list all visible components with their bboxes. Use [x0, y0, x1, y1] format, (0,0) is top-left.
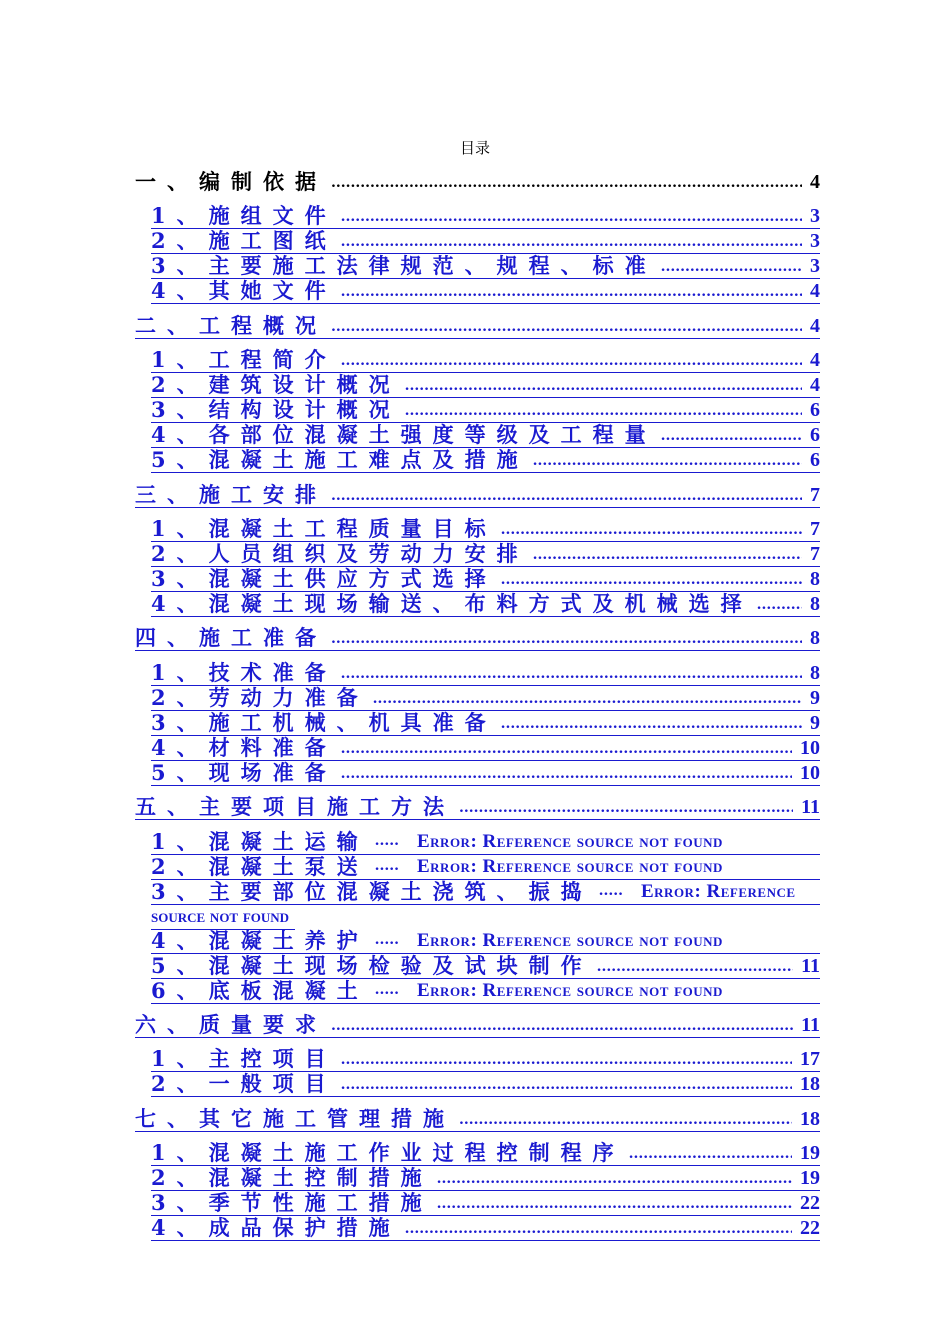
toc-entry: [135, 170, 820, 194]
toc-entry[interactable]: [151, 954, 820, 979]
toc-entry[interactable]: [151, 1141, 820, 1166]
toc-page-number: 9: [810, 712, 820, 734]
toc-leader-dots: [501, 517, 802, 541]
toc-leader-dots: [331, 483, 802, 507]
toc-leader-dots: [341, 761, 792, 785]
toc-leader-dots: [341, 204, 802, 228]
toc-leader-dots: [341, 1072, 792, 1096]
toc-entry-label: 6、底板混凝土: [151, 978, 369, 1003]
toc-entry-label: 1、主控项目: [151, 1046, 337, 1071]
toc-entry-label: 3、结构设计概况: [151, 397, 401, 422]
toc-leader-dots: [661, 254, 802, 278]
toc-entry-label: 三、施工安排: [135, 482, 327, 507]
toc-entry[interactable]: [151, 398, 820, 423]
toc-entry[interactable]: [151, 1166, 820, 1191]
toc-entry[interactable]: [151, 761, 820, 786]
toc-leader-dots: [757, 592, 802, 616]
toc-entry-label: 七、其它施工管理措施: [135, 1106, 455, 1131]
toc-entry[interactable]: [135, 1013, 820, 1038]
toc-entry-label: 1、混凝土施工作业过程控制程序: [151, 1140, 625, 1165]
toc-page-number: 6: [810, 424, 820, 446]
toc-error-text: Error: Reference source not found: [417, 980, 723, 1001]
toc-page-number: 11: [801, 796, 820, 818]
toc-entry-label: 3、主要部位混凝土浇筑、振捣: [151, 879, 593, 904]
toc-error-text: Error: Reference source not found: [417, 831, 723, 852]
toc-entry[interactable]: [151, 279, 820, 304]
toc-page-number: 7: [810, 518, 820, 540]
toc-leader-dots: [405, 373, 802, 397]
toc-page-number: 19: [800, 1167, 820, 1189]
toc-page-number: 22: [800, 1192, 820, 1214]
toc-page-number: 8: [810, 568, 820, 590]
toc-page-number: 18: [800, 1073, 820, 1095]
toc-entry[interactable]: [151, 348, 820, 373]
toc-error-text: Error: Reference: [641, 881, 796, 902]
toc-entry[interactable]: [151, 567, 820, 592]
toc-leader-dots: .....: [598, 883, 623, 899]
toc-entry[interactable]: [151, 254, 820, 279]
toc-entry-label: 四、施工准备: [135, 625, 327, 650]
toc-entry-label: 5、混凝土施工难点及措施: [151, 447, 529, 472]
toc-entry-label: 1、混凝土运输: [151, 829, 369, 854]
toc-leader-dots: [459, 1107, 792, 1131]
page-title: 目录: [459, 139, 490, 157]
toc-entry-label: 1、技术准备: [151, 660, 337, 685]
toc-entry[interactable]: [151, 1191, 820, 1216]
toc-entry-label: 1、工程简介: [151, 347, 337, 372]
toc-entry[interactable]: [151, 686, 820, 711]
toc-page-number: 4: [810, 374, 820, 396]
toc-leader-dots: [341, 348, 802, 372]
toc-entry-label: 3、混凝土供应方式选择: [151, 566, 497, 591]
toc-entry-label: 1、混凝土工程质量目标: [151, 516, 497, 541]
toc-entry[interactable]: [151, 542, 820, 567]
toc-entry-label: 2、人员组织及劳动力安排: [151, 541, 529, 566]
toc-page-number: 8: [810, 627, 820, 649]
toc-entry-label: 六、质量要求: [135, 1012, 327, 1037]
toc-page-number: 11: [801, 1014, 820, 1036]
toc-leader-dots: [405, 398, 802, 422]
toc-entry[interactable]: [151, 880, 820, 905]
toc-entry[interactable]: [151, 204, 820, 229]
toc-entry-label: 4、各部位混凝土强度等级及工程量: [151, 422, 657, 447]
toc-entry-label: 2、混凝土泵送: [151, 854, 369, 879]
toc-page-number: 3: [810, 255, 820, 277]
toc-error-continuation[interactable]: source not found: [151, 905, 295, 930]
toc-entry-label: 3、主要施工法律规范、规程、标准: [151, 253, 657, 278]
toc-entry[interactable]: [151, 517, 820, 542]
toc-entry[interactable]: [135, 795, 820, 820]
toc-leader-dots: [331, 1013, 793, 1037]
toc-leader-dots: [501, 711, 802, 735]
toc-entry-label: 4、混凝土养护: [151, 928, 369, 953]
toc-entry[interactable]: [151, 1072, 820, 1097]
toc-entry[interactable]: [151, 830, 820, 855]
toc-leader-dots: [341, 661, 802, 685]
toc-entry[interactable]: [151, 229, 820, 254]
toc-leader-dots: .....: [374, 932, 399, 948]
toc-entry[interactable]: [151, 448, 820, 473]
toc-page-number: 10: [800, 737, 820, 759]
toc-leader-dots: [661, 423, 802, 447]
toc-leader-dots: [373, 686, 802, 710]
toc-entry[interactable]: [135, 626, 820, 651]
toc-entry[interactable]: [151, 855, 820, 880]
toc-entry-label: 5、混凝土现场检验及试块制作: [151, 953, 593, 978]
toc-leader-dots: [341, 229, 802, 253]
toc-page-number: 17: [800, 1048, 820, 1070]
toc-page-number: 19: [800, 1142, 820, 1164]
toc-error-text: Error: Reference source not found: [417, 930, 723, 951]
toc-entry[interactable]: [151, 423, 820, 448]
toc-entry-label: 2、施工图纸: [151, 228, 337, 253]
toc-entry-label: 3、季节性施工措施: [151, 1190, 433, 1215]
toc-page-number: 8: [810, 662, 820, 684]
toc-leader-dots: [331, 170, 802, 194]
toc-leader-dots: [533, 542, 802, 566]
toc-entry-label: 4、混凝土现场输送、布料方式及机械选择: [151, 591, 753, 616]
toc-entry-label: 二、工程概况: [135, 313, 327, 338]
toc-page-number: 18: [800, 1108, 820, 1130]
toc-entry[interactable]: [151, 736, 820, 761]
toc-page-number: 4: [810, 171, 820, 193]
toc-entry[interactable]: [151, 661, 820, 686]
toc-entry-label: 4、其她文件: [151, 278, 337, 303]
toc-entry[interactable]: [151, 979, 820, 1004]
toc-page-number: 7: [810, 484, 820, 506]
toc-page-number: 4: [810, 315, 820, 337]
toc-page-number: 11: [801, 955, 820, 977]
toc-entry-label: 一、编制依据: [135, 169, 327, 194]
toc-entry-label: 4、材料准备: [151, 735, 337, 760]
toc-entry[interactable]: [135, 314, 820, 339]
toc-page-number: 6: [810, 449, 820, 471]
toc-entry-label: 2、劳动力准备: [151, 685, 369, 710]
toc-leader-dots: .....: [374, 982, 399, 998]
toc-leader-dots: [437, 1191, 792, 1215]
toc-page-number: 6: [810, 399, 820, 421]
toc-leader-dots: [331, 314, 802, 338]
toc-entry-label: 2、一般项目: [151, 1071, 337, 1096]
toc-entry[interactable]: [151, 1047, 820, 1072]
toc-entry[interactable]: [135, 1107, 820, 1132]
toc-entry-label: 2、混凝土控制措施: [151, 1165, 433, 1190]
toc-leader-dots: [597, 954, 793, 978]
toc-entry[interactable]: [151, 373, 820, 398]
toc-page-number: 7: [810, 543, 820, 565]
toc-entry[interactable]: [151, 592, 820, 617]
toc-page-number: 3: [810, 230, 820, 252]
toc-entry[interactable]: [135, 483, 820, 508]
toc-page-number: 22: [800, 1217, 820, 1239]
toc-leader-dots: [405, 1216, 792, 1240]
toc-leader-dots: [341, 736, 792, 760]
toc-leader-dots: [341, 1047, 792, 1071]
toc-leader-dots: [331, 626, 802, 650]
toc-leader-dots: .....: [374, 858, 399, 874]
toc-entry-label: 4、成品保护措施: [151, 1215, 401, 1240]
toc-page-number: 8: [810, 593, 820, 615]
toc-entry-label: 1、施组文件: [151, 203, 337, 228]
toc-leader-dots: [341, 279, 802, 303]
toc-leader-dots: [437, 1166, 792, 1190]
toc-entry-label: 5、现场准备: [151, 760, 337, 785]
toc-page-number: 3: [810, 205, 820, 227]
toc-page-number: 10: [800, 762, 820, 784]
toc-page-number: 9: [810, 687, 820, 709]
toc-entry[interactable]: [151, 711, 820, 736]
toc-entry-label: 2、建筑设计概况: [151, 372, 401, 397]
toc-error-text: Error: Reference source not found: [417, 856, 723, 877]
toc-entry-label: 3、施工机械、机具准备: [151, 710, 497, 735]
toc-leader-dots: [501, 567, 802, 591]
toc-leader-dots: [459, 795, 793, 819]
toc-leader-dots: .....: [374, 833, 399, 849]
toc-page-number: 4: [810, 349, 820, 371]
toc-leader-dots: [629, 1141, 792, 1165]
toc-leader-dots: [533, 448, 802, 472]
toc-entry[interactable]: [151, 1216, 820, 1241]
toc-entry[interactable]: [151, 929, 820, 954]
toc-page-number: 4: [810, 280, 820, 302]
toc-entry-label: 五、主要项目施工方法: [135, 794, 455, 819]
